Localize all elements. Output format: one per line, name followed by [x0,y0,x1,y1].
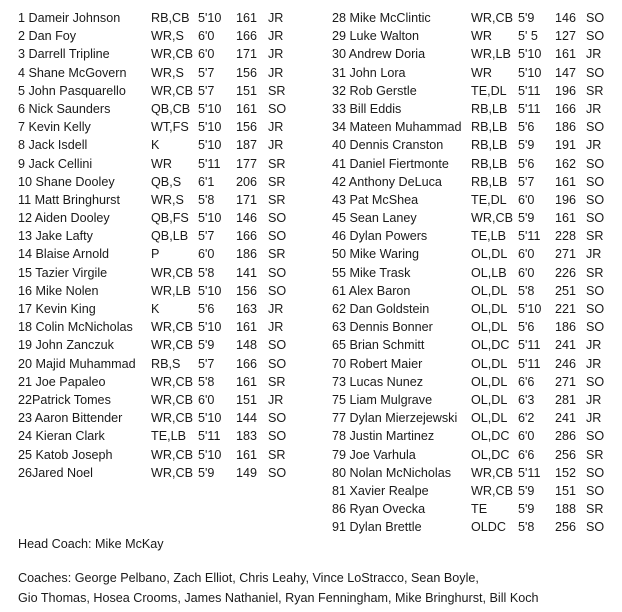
player-year: JR [586,138,602,153]
player-weight: 281 [555,392,577,407]
player-height: 6'0 [198,247,215,262]
player-position: WR,CB [151,411,193,426]
player-position: WR,S [151,29,184,44]
player-height: 5'10 [198,411,222,426]
player-year: SO [586,120,605,135]
player-position: WR,CB [151,374,193,389]
player-position: WR,S [151,192,184,207]
player-position: WR,CB [151,83,193,98]
player-height: 5'8 [518,283,535,298]
player-name: 19 John Zanczuk [18,338,114,353]
player-position: WR,CB [151,465,193,480]
player-position: OL,DC [471,338,510,353]
player-name: 18 Colin McNicholas [18,320,133,335]
player-year: JR [268,392,284,407]
player-year: SR [586,83,604,98]
player-weight: 256 [555,447,577,462]
player-year: SO [586,29,605,44]
player-name: 16 Mike Nolen [18,283,99,298]
player-weight: 241 [555,338,577,353]
player-height: 5'6 [518,320,535,335]
player-height: 5'7 [198,229,215,244]
player-weight: 166 [236,29,258,44]
player-position: WR,CB [151,338,193,353]
player-position: TE,DL [471,83,507,98]
player-weight: 171 [236,192,258,207]
player-year: SR [586,502,604,517]
player-name: 24 Kieran Clark [18,429,105,444]
player-height: 6'0 [518,429,535,444]
player-name: 28 Mike McClintic [332,11,431,25]
player-weight: 256 [555,520,577,535]
player-position: QB,LB [151,229,189,244]
player-weight: 161 [236,374,258,389]
player-year: SO [268,229,287,244]
player-height: 6'2 [518,411,535,426]
player-weight: 196 [555,83,577,98]
player-weight: 271 [555,374,577,389]
player-height: 5'11 [198,429,221,444]
player-year: SR [268,83,286,98]
player-height: 6'0 [198,29,215,44]
player-year: JR [586,356,602,371]
player-name: 86 Ryan Ovecka [332,502,426,517]
player-height: 5'9 [198,465,215,480]
player-weight: 206 [236,174,258,189]
player-year: JR [268,65,284,80]
player-position: K [151,302,160,316]
player-position: QB,CB [151,101,191,116]
player-height: 5'11 [198,156,221,171]
player-year: SO [268,265,287,280]
player-position: P [151,247,160,262]
player-year: SO [586,520,605,535]
player-year: SO [586,192,605,207]
player-weight: 161 [555,47,577,62]
player-weight: 161 [555,174,577,189]
player-name: 25 Katob Joseph [18,447,113,462]
player-name: 81 Xavier Realpe [332,483,429,498]
player-name: 41 Daniel Fiertmonte [332,156,449,171]
player-year: SO [268,338,287,353]
player-height: 5'11 [518,465,541,480]
player-height: 5'6 [198,302,215,316]
player-year: SO [586,483,605,498]
player-height: 5'10 [198,11,222,25]
player-position: RB,LB [471,156,508,171]
player-name: 40 Dennis Cranston [332,138,444,153]
player-weight: 151 [555,483,577,498]
player-weight: 171 [236,47,258,62]
player-year: SR [586,229,604,244]
player-height: 5'10 [198,283,222,298]
player-weight: 286 [555,429,577,444]
player-height: 6'0 [198,392,215,407]
player-year: SR [586,447,604,462]
player-height: 5'10 [198,101,222,116]
player-name: 34 Mateen Muhammad [332,120,462,135]
player-weight: 162 [555,156,577,171]
player-position: WR,CB [151,265,193,280]
player-position: OL,DC [471,447,510,462]
player-height: 5'9 [518,138,535,153]
player-position: OL,DL [471,392,508,407]
player-position: RB,LB [471,174,508,189]
player-height: 5'10 [198,447,222,462]
player-name: 63 Dennis Bonner [332,320,433,335]
player-year: SR [268,156,286,171]
player-year: SR [268,447,286,462]
player-position: RB,LB [471,101,508,116]
player-position: OL,DL [471,411,508,426]
player-name: 20 Majid Muhammad [18,356,136,371]
player-height: 5'8 [518,520,535,535]
player-year: SO [268,356,287,371]
player-weight: 191 [555,138,577,153]
player-position: WR,CB [471,483,513,498]
player-year: JR [586,47,602,62]
player-year: SO [268,211,287,226]
player-height: 5'11 [518,101,541,116]
player-position: RB,LB [471,138,508,153]
player-year: SO [586,465,605,480]
player-height: 5'6 [518,120,535,135]
player-position: OL,DL [471,374,508,389]
player-weight: 161 [555,211,577,226]
player-name: 26Jared Noel [18,465,93,480]
player-height: 5'10 [198,120,222,135]
player-weight: 127 [555,29,577,44]
player-height: 6'0 [198,47,215,62]
player-height: 5'10 [198,211,222,226]
player-name: 77 Dylan Mierzejewski [332,411,458,426]
player-year: JR [586,411,602,426]
player-name: 11 Matt Bringhurst [18,192,120,207]
player-name: 45 Sean Laney [332,211,417,226]
player-height: 5'8 [198,374,215,389]
player-weight: 186 [555,120,577,135]
player-weight: 156 [236,120,258,135]
player-height: 6'0 [518,247,535,262]
player-height: 5' 5 [518,29,538,44]
player-height: 6'6 [518,447,535,462]
player-weight: 147 [555,65,577,80]
player-name: 73 Lucas Nunez [332,374,424,389]
player-year: JR [268,11,284,25]
player-position: WR,LB [151,283,191,298]
player-name: 61 Alex Baron [332,283,411,298]
player-weight: 161 [236,101,258,116]
player-position: WR,S [151,65,184,80]
player-year: SR [268,192,286,207]
player-position: WR [471,29,492,44]
player-position: WR [151,156,172,171]
player-weight: 156 [236,65,258,80]
player-position: TE,LB [151,429,186,444]
player-weight: 148 [236,338,258,353]
player-year: SO [586,174,605,189]
player-name: 22Patrick Tomes [18,392,111,407]
player-position: OLDC [471,520,506,535]
player-year: SR [268,174,286,189]
player-height: 5'7 [198,356,215,371]
player-position: WR,CB [151,447,193,462]
player-height: 5'7 [518,174,535,189]
player-height: 5'8 [198,192,215,207]
player-position: OL,DL [471,320,508,335]
player-height: 5'9 [518,11,535,25]
player-height: 5'11 [518,338,541,353]
player-name: 8 Jack Isdell [18,138,88,153]
player-name: 2 Dan Foy [18,29,77,44]
player-name: 4 Shane McGovern [18,65,127,80]
player-year: SO [586,11,605,25]
player-position: WR [471,65,492,80]
player-year: JR [586,338,602,353]
player-position: TE,DL [471,192,507,207]
player-name: 78 Justin Martinez [332,429,435,444]
player-position: TE,LB [471,229,506,244]
player-year: SR [586,265,604,280]
player-name: 13 Jake Lafty [18,229,93,244]
player-year: SO [586,211,605,226]
player-weight: 186 [236,247,258,262]
player-weight: 196 [555,192,577,207]
player-position: WR,CB [151,47,193,62]
player-height: 6'0 [518,265,535,280]
player-position: WR,LB [471,47,511,62]
player-name: 70 Robert Maier [332,356,423,371]
player-year: JR [268,302,284,316]
player-year: JR [586,392,602,407]
player-name: 80 Nolan McNicholas [332,465,451,480]
player-year: JR [268,29,284,44]
player-year: SR [268,374,286,389]
player-name: 10 Shane Dooley [18,174,115,189]
player-name: 42 Anthony DeLuca [332,174,442,189]
player-year: SO [586,283,605,298]
player-weight: 141 [236,265,258,280]
player-height: 5'10 [518,65,542,80]
player-weight: 183 [236,429,258,444]
player-name: 17 Kevin King [18,302,96,316]
player-name: 43 Pat McShea [332,192,419,207]
player-weight: 251 [555,283,577,298]
player-year: SO [586,429,605,444]
player-name: 21 Joe Papaleo [18,374,106,389]
player-year: SO [586,156,605,171]
player-weight: 228 [555,229,577,244]
player-year: JR [268,320,284,335]
player-position: WR,CB [151,320,193,335]
player-name: 9 Jack Cellini [18,156,93,171]
player-weight: 161 [236,447,258,462]
player-weight: 146 [555,11,577,25]
player-position: WT,FS [151,120,189,135]
player-position: OL,DL [471,247,508,262]
player-weight: 226 [555,265,577,280]
player-year: SO [586,320,605,335]
player-weight: 152 [555,465,577,480]
player-name: 1 Dameir Johnson [18,11,121,25]
player-height: 5'11 [518,83,541,98]
player-name: 62 Dan Goldstein [332,302,430,316]
player-height: 5'10 [198,320,222,335]
player-position: QB,FS [151,211,189,226]
player-weight: 241 [555,411,577,426]
player-position: WR,CB [471,11,513,25]
player-name: 91 Dylan Brettle [332,520,422,535]
player-height: 5'7 [198,65,215,80]
player-weight: 246 [555,356,577,371]
player-position: OL,LB [471,265,507,280]
player-name: 7 Kevin Kelly [18,120,91,135]
player-weight: 187 [236,138,258,153]
player-name: 55 Mike Trask [332,265,411,280]
player-year: JR [586,101,602,116]
player-year: SO [586,302,605,316]
player-height: 5'11 [518,356,541,371]
player-weight: 166 [236,229,258,244]
player-name: 29 Luke Walton [332,29,420,44]
player-position: K [151,138,160,153]
player-position: OL,DL [471,356,508,371]
player-position: RB,LB [471,120,508,135]
player-year: SO [268,429,287,444]
player-position: OL,DC [471,429,510,444]
player-weight: 149 [236,465,258,480]
player-height: 5'9 [518,483,535,498]
player-year: JR [586,247,602,262]
player-weight: 144 [236,411,258,426]
head-coach-line: Head Coach: Mike McKay [18,537,164,551]
player-year: SO [268,411,287,426]
player-year: JR [268,138,284,153]
player-year: SO [268,283,287,298]
player-height: 5'9 [518,211,535,226]
player-height: 5'8 [198,265,215,280]
player-height: 5'6 [518,156,535,171]
player-position: RB,CB [151,11,190,25]
player-position: WR,CB [151,392,193,407]
player-position: QB,S [151,174,182,189]
player-weight: 188 [555,502,577,517]
player-name: 14 Blaise Arnold [18,247,110,262]
player-height: 6'0 [518,192,535,207]
coaches-line-2: Gio Thomas, Hosea Crooms, James Nathaniel, Ryan Fenningham, Mike Bringhurst, Bill Koch [18,591,539,605]
player-name: 30 Andrew Doria [332,47,426,62]
player-height: 6'1 [198,174,215,189]
player-year: SR [268,247,286,262]
player-year: SO [586,374,605,389]
player-position: OL,DL [471,283,508,298]
player-year: SO [586,65,605,80]
player-name: 6 Nick Saunders [18,101,111,116]
player-weight: 146 [236,211,258,226]
player-name: 46 Dylan Powers [332,229,428,244]
player-year: SO [268,465,287,480]
player-name: 79 Joe Varhula [332,447,416,462]
player-name: 65 Brian Schmitt [332,338,425,353]
player-weight: 161 [236,11,258,25]
player-weight: 166 [236,356,258,371]
player-name: 75 Liam Mulgrave [332,392,433,407]
player-position: OL,DL [471,302,508,316]
player-name: 31 John Lora [332,65,406,80]
player-name: 33 Bill Eddis [332,101,402,116]
player-position: RB,S [151,356,181,371]
player-name: 15 Tazier Virgile [18,265,108,280]
player-weight: 161 [236,320,258,335]
player-weight: 156 [236,283,258,298]
player-height: 6'6 [518,374,535,389]
player-weight: 221 [555,302,577,316]
player-name: 3 Darrell Tripline [18,47,110,62]
player-weight: 186 [555,320,577,335]
player-weight: 163 [236,302,258,316]
player-height: 5'9 [198,338,215,353]
player-position: WR,CB [471,465,513,480]
player-weight: 151 [236,392,258,407]
player-height: 5'10 [198,138,222,153]
player-height: 5'7 [198,83,215,98]
player-name: 12 Aiden Dooley [18,211,110,226]
player-year: JR [268,47,284,62]
player-weight: 151 [236,83,258,98]
player-name: 5 John Pasquarello [18,83,126,98]
player-height: 6'3 [518,392,535,407]
coaches-line-1: Coaches: George Pelbano, Zach Elliot, Chris Leahy, Vince LoStracco, Sean Boyle, [18,571,479,585]
player-name: 50 Mike Waring [332,247,420,262]
player-position: TE [471,502,488,517]
player-height: 5'10 [518,302,542,316]
player-weight: 166 [555,101,577,116]
player-weight: 177 [236,156,258,171]
player-name: 32 Rob Gerstle [332,83,417,98]
player-year: SO [268,101,287,116]
player-height: 5'9 [518,502,535,517]
player-position: WR,CB [471,211,513,226]
player-name: 23 Aaron Bittender [18,411,123,426]
player-height: 5'11 [518,229,541,244]
player-year: JR [268,120,284,135]
player-weight: 271 [555,247,577,262]
player-height: 5'10 [518,47,542,62]
